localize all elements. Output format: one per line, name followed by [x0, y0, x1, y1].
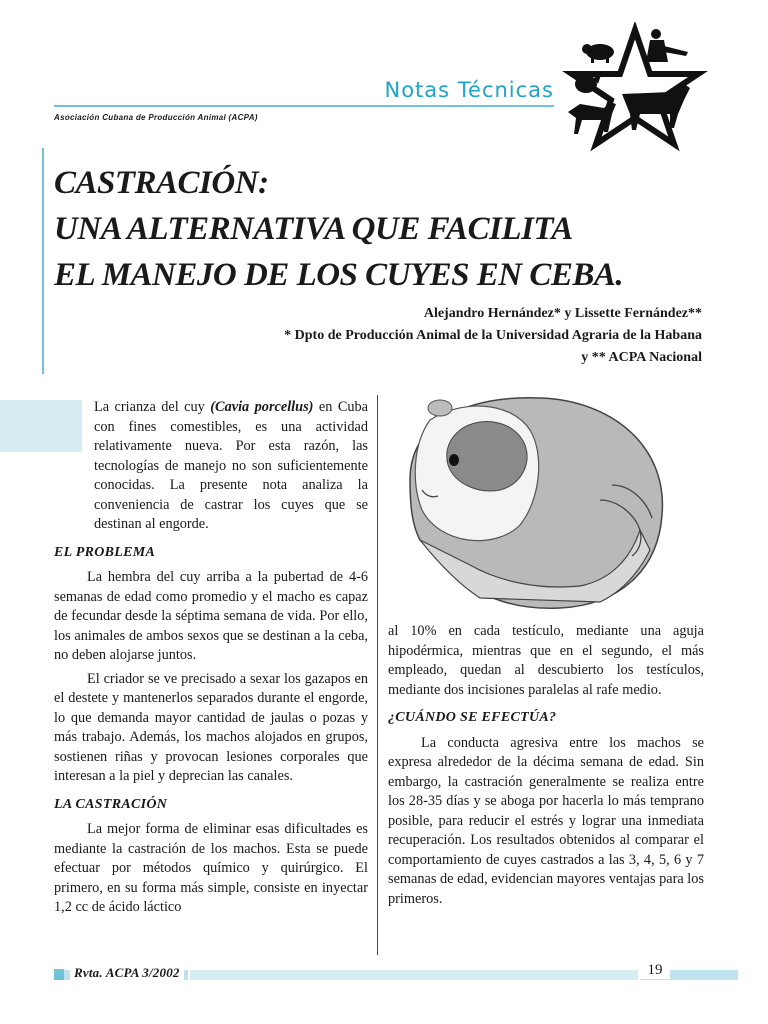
- pig-icon: [582, 44, 614, 63]
- heading-when: ¿CUÁNDO SE EFECTÚA?: [388, 710, 557, 725]
- author-names: Alejandro Hernández* y Lissette Fernández**: [423, 306, 702, 321]
- title-line-3: EL MANEJO DE LOS CUYES EN CEBA.: [54, 257, 624, 293]
- title-line-2: UNA ALTERNATIVA QUE FACILITA: [54, 211, 573, 247]
- intro-paragraph: [94, 398, 368, 535]
- affiliation-2: y ** ACPA Nacional: [581, 350, 702, 365]
- acpa-logo-star-animals: [560, 22, 710, 152]
- cow-icon: [622, 84, 690, 130]
- intro-text-start: La crianza del cuy: [94, 399, 211, 415]
- heading-castration: LA CASTRACIÓN: [54, 796, 168, 812]
- castration-paragraph-continued: al 10% en cada testículo, mediante una aguja hipodérmica, mientras que en el segundo, el más empleado, quedan al descubierto los testículos, mediante dos incisiones paralelas al rafe medio.: [388, 623, 704, 698]
- footer-square-marker: [54, 969, 64, 980]
- right-column: [388, 622, 704, 913]
- intro-text-end: en Cuba con fines comestibles, es una actividad relativamente nueva. Por esta razón, las tecnologías de manejo no son suficientemente conocidas. La presente nota analiza la conveniencia de castrar los cuyes que se destinan al engorde.: [94, 399, 369, 532]
- castration-paragraph-1: La mejor forma de eliminar esas dificultades es mediante la castración de los machos. Esta se puede efectuar por métodos químico y quirúrgico. El primero, en su forma más simple, consiste en inyectar 1,2 cc de ácido láctico: [54, 821, 368, 915]
- heading-problem: EL PROBLEMA: [54, 544, 156, 560]
- problem-paragraph-2: El criador se ve precisado a sexar los gazapos en el destete y mantenerlos separados durante el engorde, lo que demanda mayor cantidad de jaulas o pozas y más trabajo. Además, los machos alojados en grupos, sostienen riñas y provocan lesiones corporales que interesan a la piel y deprecian las canales.: [54, 670, 368, 784]
- species-name: (Cavia porcellus): [210, 399, 314, 415]
- footer-bar-middle: [190, 970, 638, 980]
- when-paragraph-1: La conducta agresiva entre los machos se expresa alrededor de la décima semana de edad. Sin embargo, la castración generalmente se realiza entre los 28-35 días y se aboga por hacerla lo más temprano posible, para reducir el estrés y lograr una inmediata recuperación. Los resultados obtenidos al comparar el comportamiento de cuyes castrados a las 3, 4, 5, 6 y 7 semanas de edad, evidencian mayores ventajas para los primeros.: [388, 734, 704, 907]
- problem-paragraph-1: La hembra del cuy arriba a la pubertad de 4-6 semanas de edad como promedio y el macho es capaz de fecundar desde la séptima semana de vida. Por ello, los animales de ambos sexos que se destinan a la ceba, no deben alojarse juntos.: [54, 569, 368, 663]
- left-vertical-rule: [42, 148, 44, 374]
- page-number: 19: [640, 962, 670, 979]
- column-divider: [377, 395, 378, 955]
- section-title: Notas Técnicas: [384, 78, 554, 102]
- rider-icon: [646, 29, 688, 62]
- header-rule: [54, 105, 554, 107]
- title-line-1: CASTRACIÓN:: [54, 165, 269, 201]
- affiliation-1: * Dpto de Producción Animal de la Universidad Agraria de la Habana: [284, 328, 702, 343]
- article-title: [54, 160, 734, 298]
- horse-icon: [568, 102, 616, 134]
- journal-citation: Rvta. ACPA 3/2002: [70, 965, 184, 981]
- left-column: [54, 398, 368, 922]
- organization-name: Asociación Cubana de Producción Animal (ACPA): [54, 113, 258, 122]
- authors-block: [62, 303, 702, 369]
- guinea-pig-illustration: [400, 390, 680, 620]
